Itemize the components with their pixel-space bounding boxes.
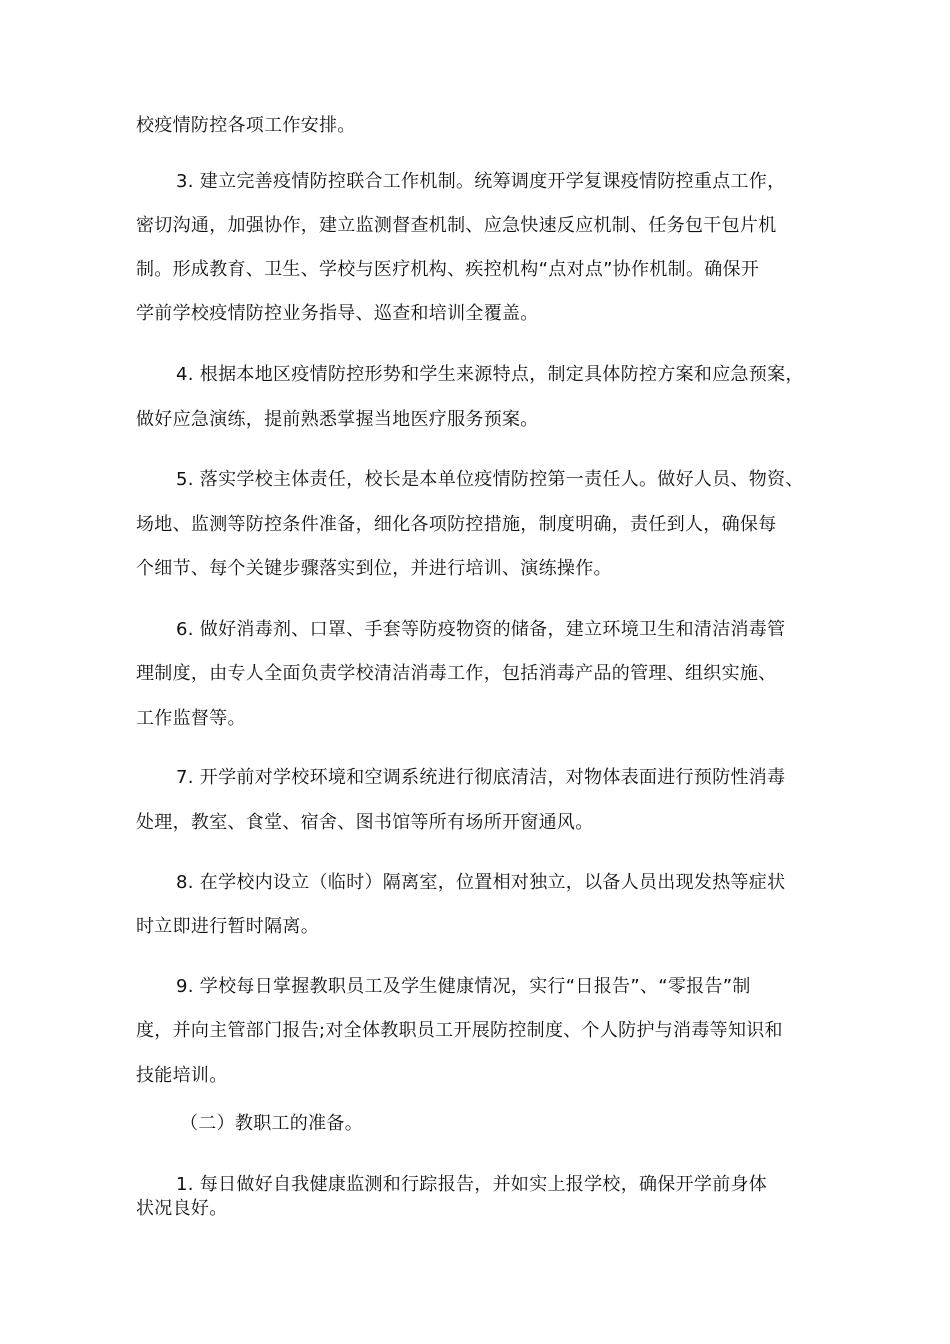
text-line: 时立即进行暂时隔离。 (136, 916, 319, 937)
item-3-line: 3. 建立完善疫情防控联合工作机制。统筹调度开学复课疫情防控重点工作， (176, 171, 786, 192)
text-line: 工作监督等。 (136, 708, 246, 729)
text-line: 做好应急演练，提前熟悉掌握当地医疗服务预案。 (136, 409, 539, 430)
text-line: 密切沟通，加强协作，建立监测督查机制、应急快速反应机制、任务包干包片机 (136, 215, 777, 236)
text-line: 校疫情防控各项工作安排。 (136, 115, 356, 136)
text-line: 个细节、每个关键步骤落实到位，并进行培训、演练操作。 (136, 558, 612, 579)
item-1-line: 1. 每日做好自我健康监测和行踪报告，并如实上报学校，确保开学前身体 (176, 1174, 768, 1195)
item-5-line: 5. 落实学校主体责任，校长是本单位疫情防控第一责任人。做好人员、物资、 (176, 469, 804, 490)
text-line: 技能培训。 (136, 1065, 228, 1086)
item-4-line: 4. 根据本地区疫情防控形势和学生来源特点，制定具体防控方案和应急预案， (176, 364, 804, 385)
item-8-line: 8. 在学校内设立（临时）隔离室，位置相对独立，以备人员出现发热等症状 (176, 872, 786, 893)
text-line: 度，并向主管部门报告;对全体教职员工开展防控制度、个人防护与消毒等知识和 (136, 1020, 783, 1041)
text-line: 学前学校疫情防控业务指导、巡查和培训全覆盖。 (136, 303, 539, 324)
item-7-line: 7. 开学前对学校环境和空调系统进行彻底清洁，对物体表面进行预防性消毒 (176, 767, 786, 788)
item-6-line: 6. 做好消毒剂、口罩、手套等防疫物资的储备，建立环境卫生和清洁消毒管 (176, 619, 786, 640)
text-line: 制。形成教育、卫生、学校与医疗机构、疾控机构“点对点”协作机制。确保开 (136, 259, 760, 280)
text-line: 理制度，由专人全面负责学校清洁消毒工作，包括消毒产品的管理、组织实施、 (136, 663, 777, 684)
section-heading: （二）教职工的准备。 (180, 1113, 363, 1134)
text-line: 场地、监测等防控条件准备，细化各项防控措施，制度明确，责任到人，确保每 (136, 514, 777, 535)
text-line: 处理，教室、食堂、宿舍、图书馆等所有场所开窗通风。 (136, 812, 594, 833)
item-9-line: 9. 学校每日掌握教职员工及学生健康情况，实行“日报告”、“零报告”制 (176, 976, 751, 997)
text-line: 状况良好。 (136, 1198, 228, 1219)
